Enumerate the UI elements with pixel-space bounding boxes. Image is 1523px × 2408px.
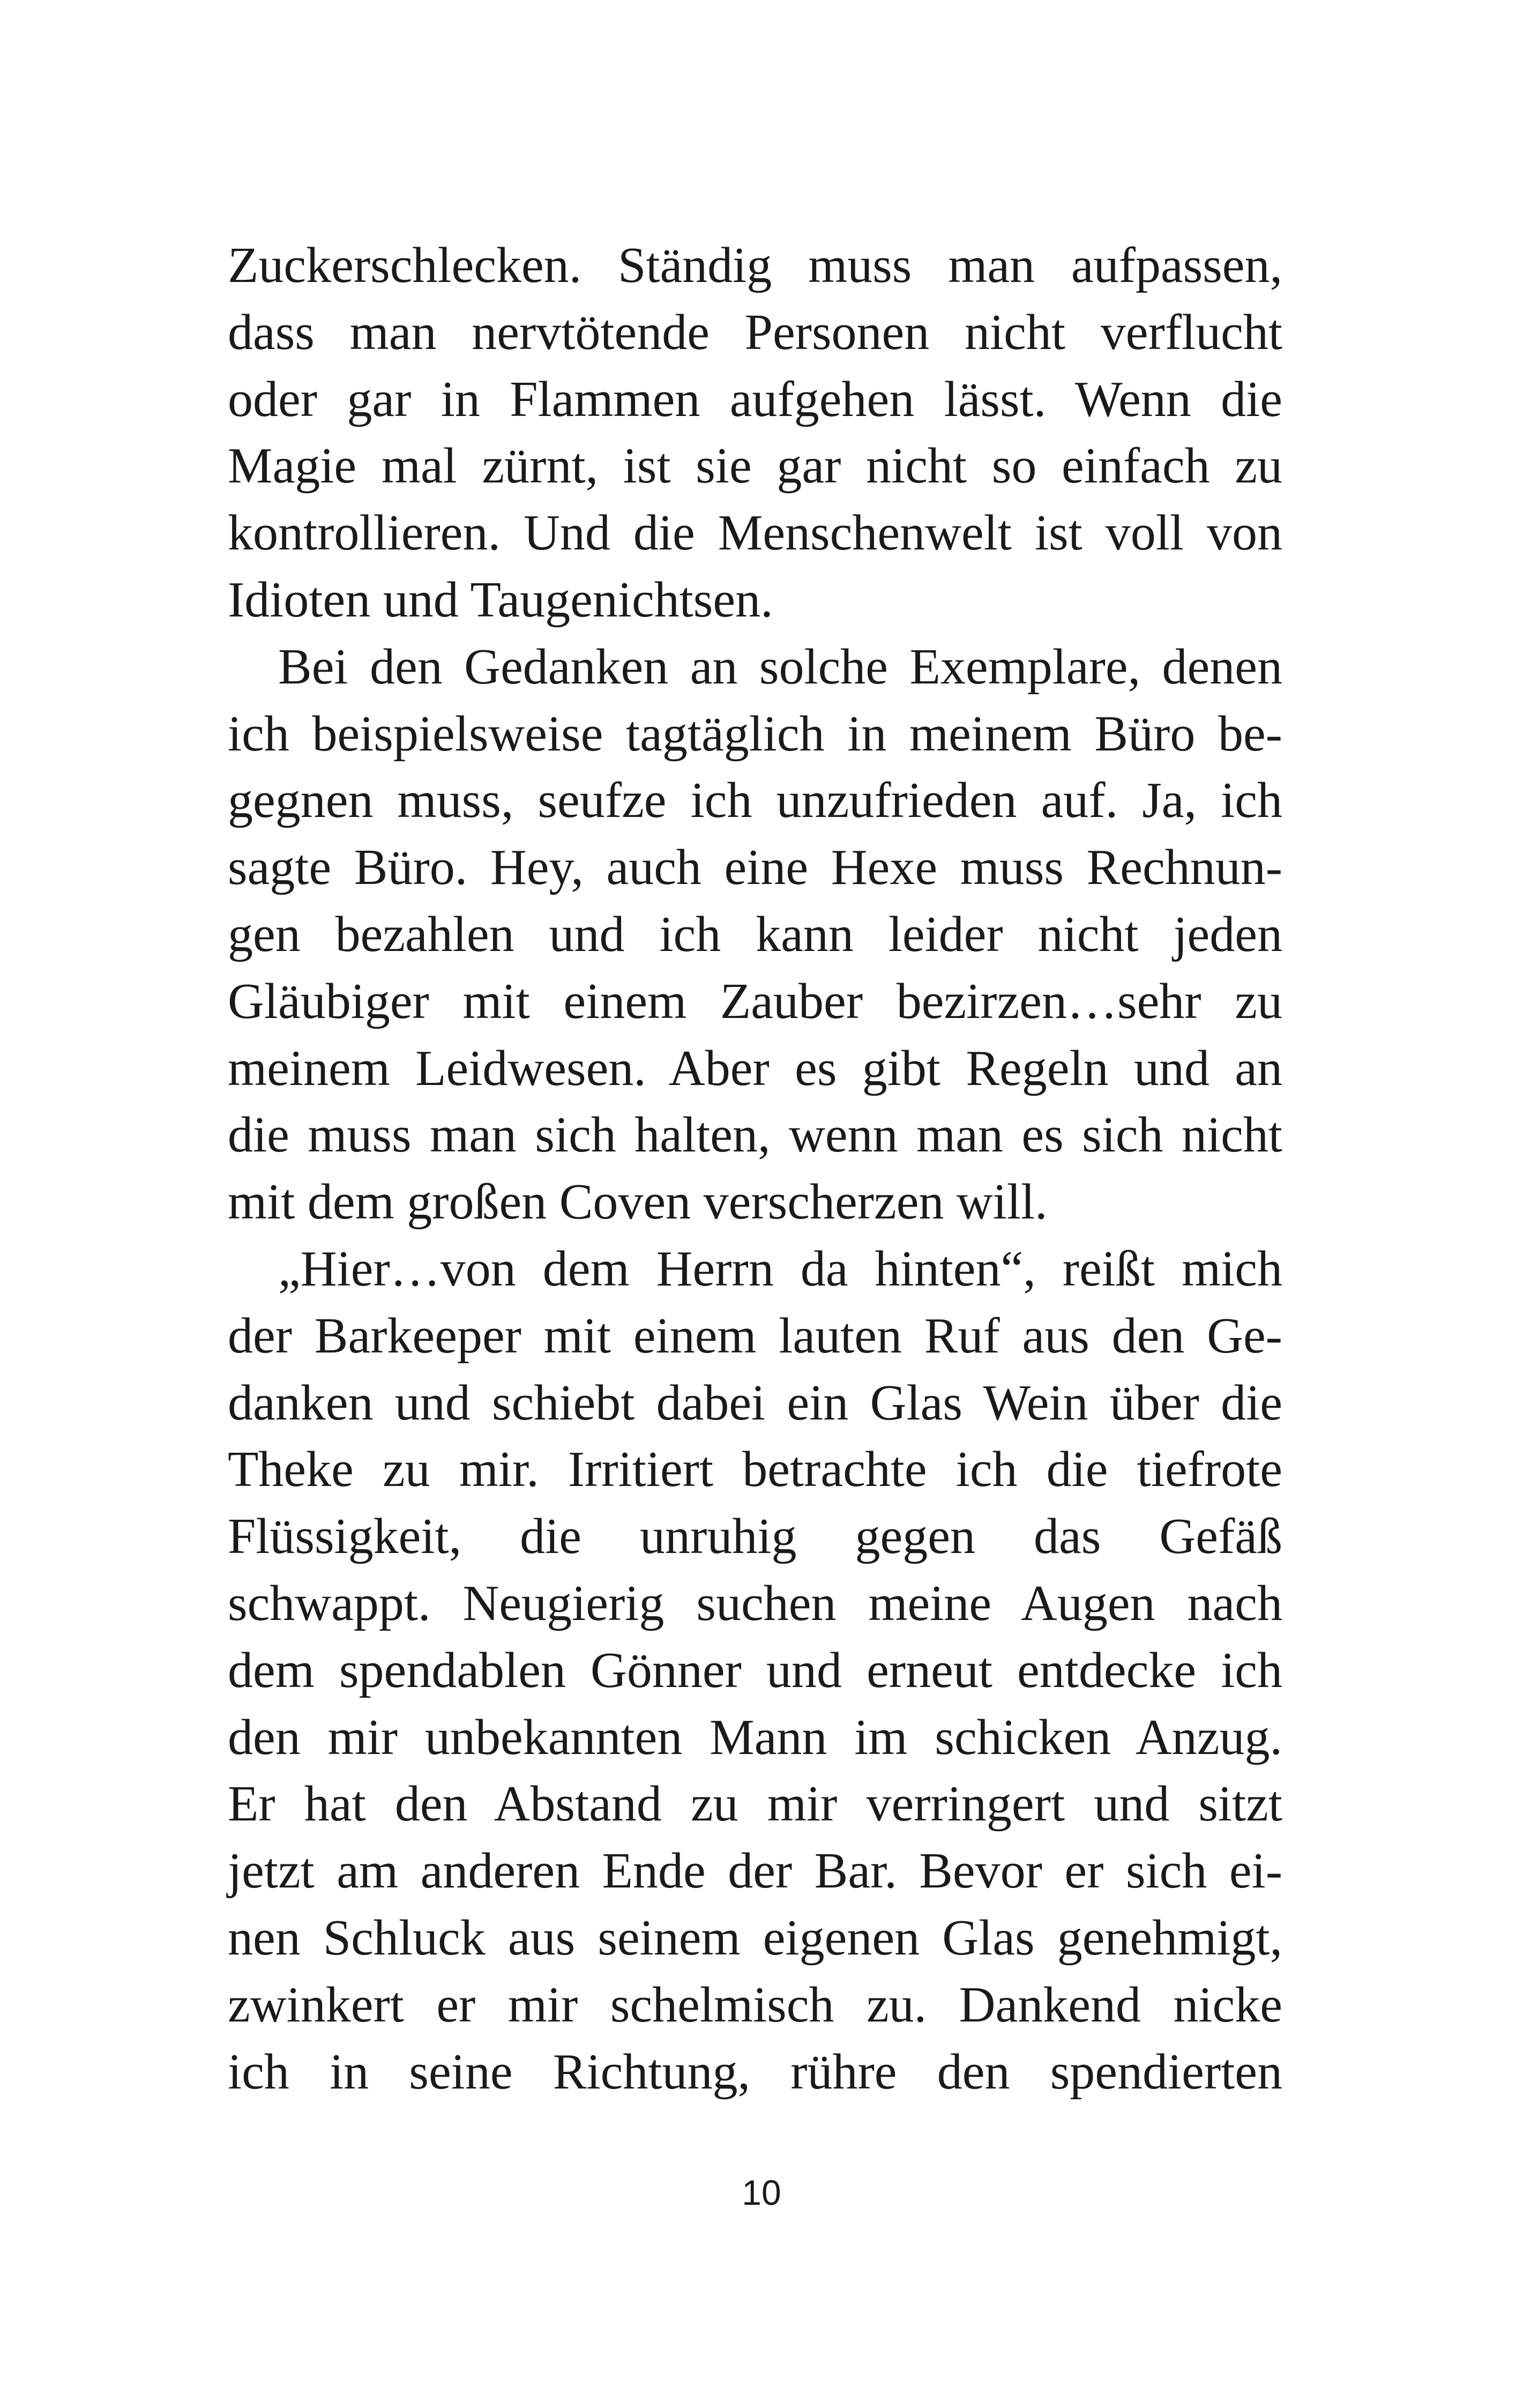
text-line: gegnen muss, seufze ich unzufrieden auf. Ja, ich — [228, 772, 1282, 829]
text-line: meinem Leidwesen. Aber es gibt Regeln und an — [228, 1040, 1282, 1096]
text-line: Idioten und Taugenichtsen. — [228, 571, 773, 628]
text-line: gen bezahlen und ich kann leider nicht jeden — [228, 906, 1282, 962]
text-line: nen Schluck aus seinem eigenen Glas genehmigt, — [228, 1909, 1282, 1966]
paragraph — [228, 232, 1282, 634]
text-line: Theke zu mir. Irritiert betrachte ich die tiefrote — [228, 1441, 1282, 1498]
text-line: Bei den Gedanken an solche Exemplare, denen — [278, 638, 1282, 695]
paragraph — [228, 1236, 1282, 2105]
text-line: danken und schiebt dabei ein Glas Wein über die — [228, 1374, 1282, 1431]
text-line: mit dem großen Coven verscherzen will. — [228, 1174, 1048, 1230]
text-line: sagte Büro. Hey, auch eine Hexe muss Rechnun- — [228, 839, 1282, 896]
text-line: Magie mal zürnt, ist sie gar nicht so einfach zu — [228, 438, 1282, 494]
text-line: Zuckerschlecken. Ständig muss man aufpassen, — [228, 237, 1282, 293]
paragraph — [228, 634, 1282, 1236]
text-line: Flüssigkeit, die unruhig gegen das Gefäß — [228, 1508, 1282, 1565]
text-line: jetzt am anderen Ende der Bar. Bevor er sich ei- — [228, 1843, 1282, 1899]
text-line: Gläubiger mit einem Zauber bezirzen…sehr zu — [228, 973, 1282, 1029]
text-line: ich in seine Richtung, rühre den spendierten — [228, 2043, 1282, 2100]
text-line: zwinkert er mir schelmisch zu. Dankend nicke — [228, 1976, 1282, 2033]
text-line: „Hier…von dem Herrn da hinten“, reißt mich — [278, 1240, 1282, 1297]
text-line: ich beispielsweise tagtäglich in meinem Büro be- — [228, 705, 1282, 762]
text-line: dem spendablen Gönner und erneut entdecke ich — [228, 1642, 1282, 1698]
page-number: 10 — [742, 2173, 781, 2212]
text-line: schwappt. Neugierig suchen meine Augen nach — [228, 1575, 1282, 1631]
text-line: kontrollieren. Und die Menschenwelt ist voll von — [228, 505, 1282, 561]
body-text — [228, 232, 1282, 2105]
text-line: die muss man sich halten, wenn man es sich nicht — [228, 1107, 1282, 1163]
text-line: dass man nervtötende Personen nicht verflucht — [228, 304, 1282, 360]
text-line: oder gar in Flammen aufgehen lässt. Wenn die — [228, 371, 1282, 427]
text-line: den mir unbekannten Mann im schicken Anzug. — [228, 1709, 1282, 1765]
text-line: Er hat den Abstand zu mir verringert und sitzt — [228, 1776, 1282, 1832]
text-line: der Barkeeper mit einem lauten Ruf aus den Ge- — [228, 1307, 1282, 1364]
